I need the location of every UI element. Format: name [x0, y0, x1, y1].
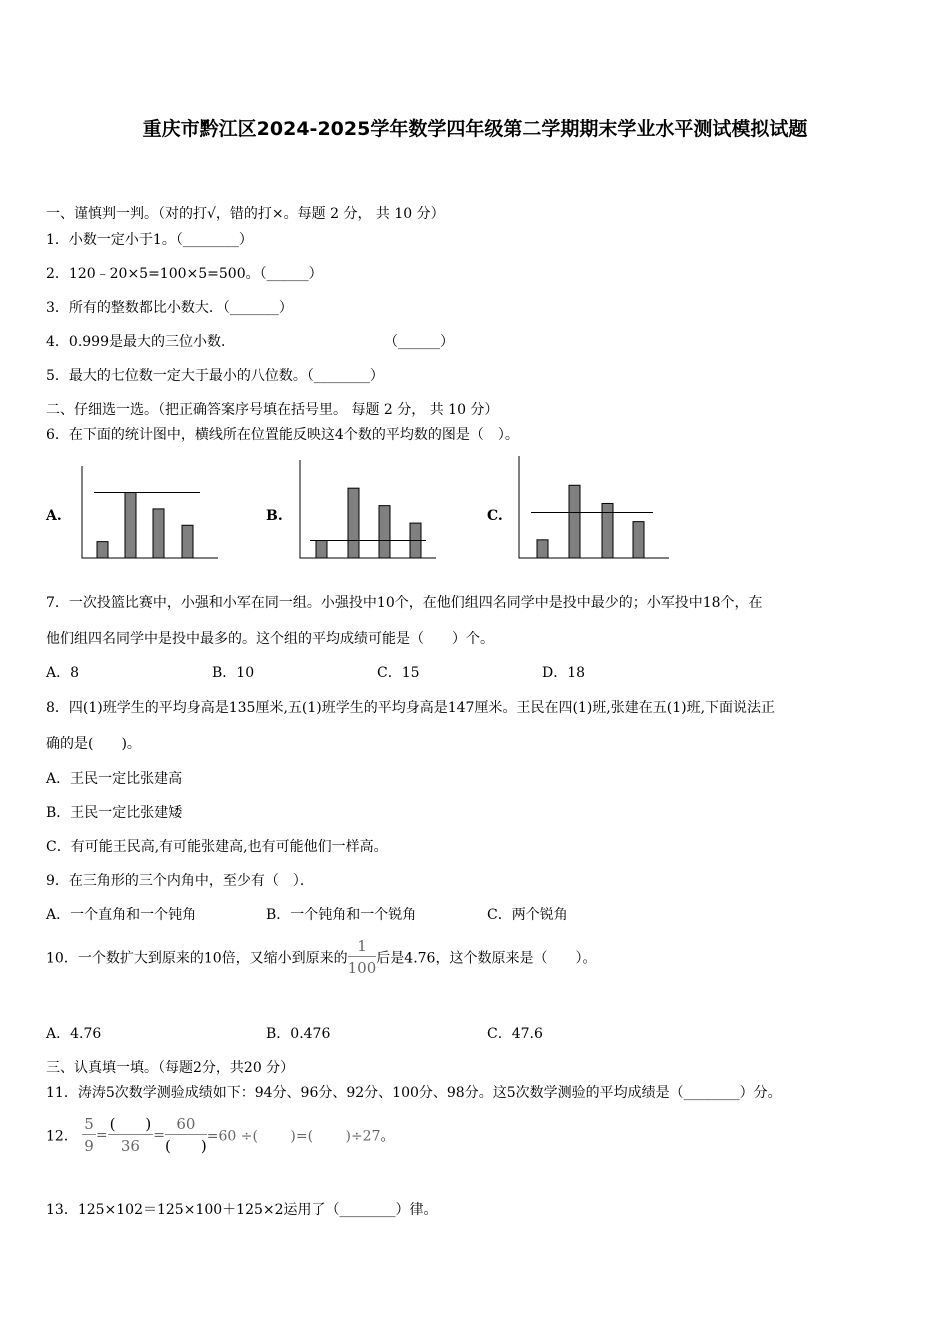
fraction-one-hundredth — [348, 936, 377, 979]
fraction-denominator: 9 — [84, 1137, 94, 1155]
question-7-option-d: D．18 — [542, 665, 586, 681]
chart-bar — [153, 509, 164, 558]
chart-bar — [316, 541, 327, 558]
chart-label-c: C. — [487, 508, 503, 524]
section-heading-1: 一、谨慎判一判。（对的打√，错的打×。每题 2 分， 共 10 分） — [46, 206, 445, 222]
fraction-blank-36 — [108, 1114, 154, 1157]
chart-bar — [97, 542, 108, 558]
question-8-line-2: 确的是( )。 — [46, 736, 141, 752]
chart-bar — [379, 506, 390, 558]
fraction-60-blank — [165, 1114, 207, 1157]
question-7-option-b: B．10 — [212, 665, 255, 681]
question-7-line-1: 7．一次投篮比赛中，小强和小军在同一组。小强投中10个，在他们组四名同学中是投中最少的；小军投中18个，在 — [46, 595, 763, 611]
question-10-option-b: B．0.476 — [266, 1026, 331, 1042]
question-9-option-a: A．一个直角和一个钝角 — [46, 907, 197, 923]
chart-label-b: B. — [266, 508, 283, 524]
question-6: 6．在下面的统计图中，横线所在位置能反映这4个数的平均数的图是（ ）。 — [46, 427, 519, 443]
question-7-option-a: A．8 — [46, 665, 80, 681]
question-10-text-a: 10．一个数扩大到原来的10倍，又缩小到原来的 — [46, 950, 348, 967]
fraction-numerator: 1 — [348, 936, 377, 957]
page-title: 重庆市黔江区2024-2025学年数学四年级第二学期期末学业水平测试模拟试题 — [142, 118, 808, 140]
fraction-numerator: 5 — [84, 1115, 94, 1133]
question-7-option-c: C．15 — [377, 665, 420, 681]
question-12-rest: =60 ÷( )=( )÷27 — [206, 1128, 381, 1145]
fraction-denominator: 36 — [120, 1137, 140, 1155]
chart-bar — [537, 540, 548, 558]
question-12-end: 。 — [380, 1128, 395, 1145]
question-12-label: 12． — [46, 1128, 78, 1145]
question-8-option-c: C．有可能王民高,有可能张建高,也有可能他们一样高。 — [46, 839, 388, 855]
question-9-option-b: B．一个钝角和一个锐角 — [266, 907, 417, 923]
equals-sign: = — [95, 1127, 108, 1144]
question-13: 13．125×102＝125×100＋125×2运用了（________）律。 — [46, 1202, 438, 1218]
section-heading-2: 二、仔细选一选。（把正确答案序号填在括号里。 每题 2 分， 共 10 分） — [46, 402, 499, 418]
question-2: 2．120﹣20×5=100×5=500。（______） — [46, 266, 323, 282]
fraction-numerator: 60 — [165, 1114, 207, 1135]
chart-bar — [348, 488, 359, 558]
question-8-option-b: B．王民一定比张建矮 — [46, 805, 183, 821]
chart-bar — [569, 485, 580, 558]
question-8-option-a: A．王民一定比张建高 — [46, 771, 183, 787]
fraction-5-9 — [82, 1114, 96, 1157]
bar-chart-c — [517, 454, 671, 560]
question-10-option-c: C．47.6 — [487, 1026, 543, 1042]
chart-label-a: A. — [46, 508, 62, 524]
fraction-denominator: ( ) — [165, 1137, 207, 1155]
fraction-denominator: 100 — [347, 959, 377, 977]
question-1: 1．小数一定小于1。（________） — [46, 232, 253, 248]
bar-chart-b — [298, 458, 438, 560]
question-10-text-b: 后是4.76，这个数原来是（ ）。 — [376, 950, 597, 967]
chart-bar — [602, 503, 613, 558]
question-3: 3．所有的整数都比小数大．（_______） — [46, 300, 293, 316]
question-9: 9．在三角形的三个内角中，至少有（ ）． — [46, 873, 314, 889]
bar-chart-a — [80, 464, 220, 560]
question-7-line-2: 他们组四名同学中是投中最多的。这个组的平均成绩可能是（ ）个。 — [46, 631, 494, 647]
section-heading-3: 三、认真填一填。（每题2分，共20 分） — [46, 1060, 295, 1076]
question-10 — [46, 936, 596, 979]
chart-bar — [182, 525, 193, 558]
question-9-option-c: C．两个锐角 — [487, 907, 568, 923]
question-10-option-a: A．4.76 — [46, 1026, 102, 1042]
question-11: 11．涛涛5次数学测验成绩如下：94分、96分、92分、100分、98分。这5次数学测验的平均成绩是（________）分。 — [46, 1085, 782, 1101]
question-12 — [46, 1114, 394, 1157]
question-8-line-1: 8．四(1)班学生的平均身高是135厘米,五(1)班学生的平均身高是147厘米。王民在四(1)班,张建在五(1)班,下面说法正 — [46, 700, 776, 716]
equals-sign: = — [153, 1127, 166, 1144]
fraction-numerator: ( ) — [109, 1115, 152, 1133]
question-5: 5．最大的七位数一定大于最小的八位数。（________） — [46, 368, 384, 384]
chart-bar — [633, 522, 644, 558]
question-4-blank: （______） — [384, 334, 454, 350]
chart-bar — [125, 493, 136, 558]
question-4: 4．0.999是最大的三位小数． — [46, 334, 235, 350]
